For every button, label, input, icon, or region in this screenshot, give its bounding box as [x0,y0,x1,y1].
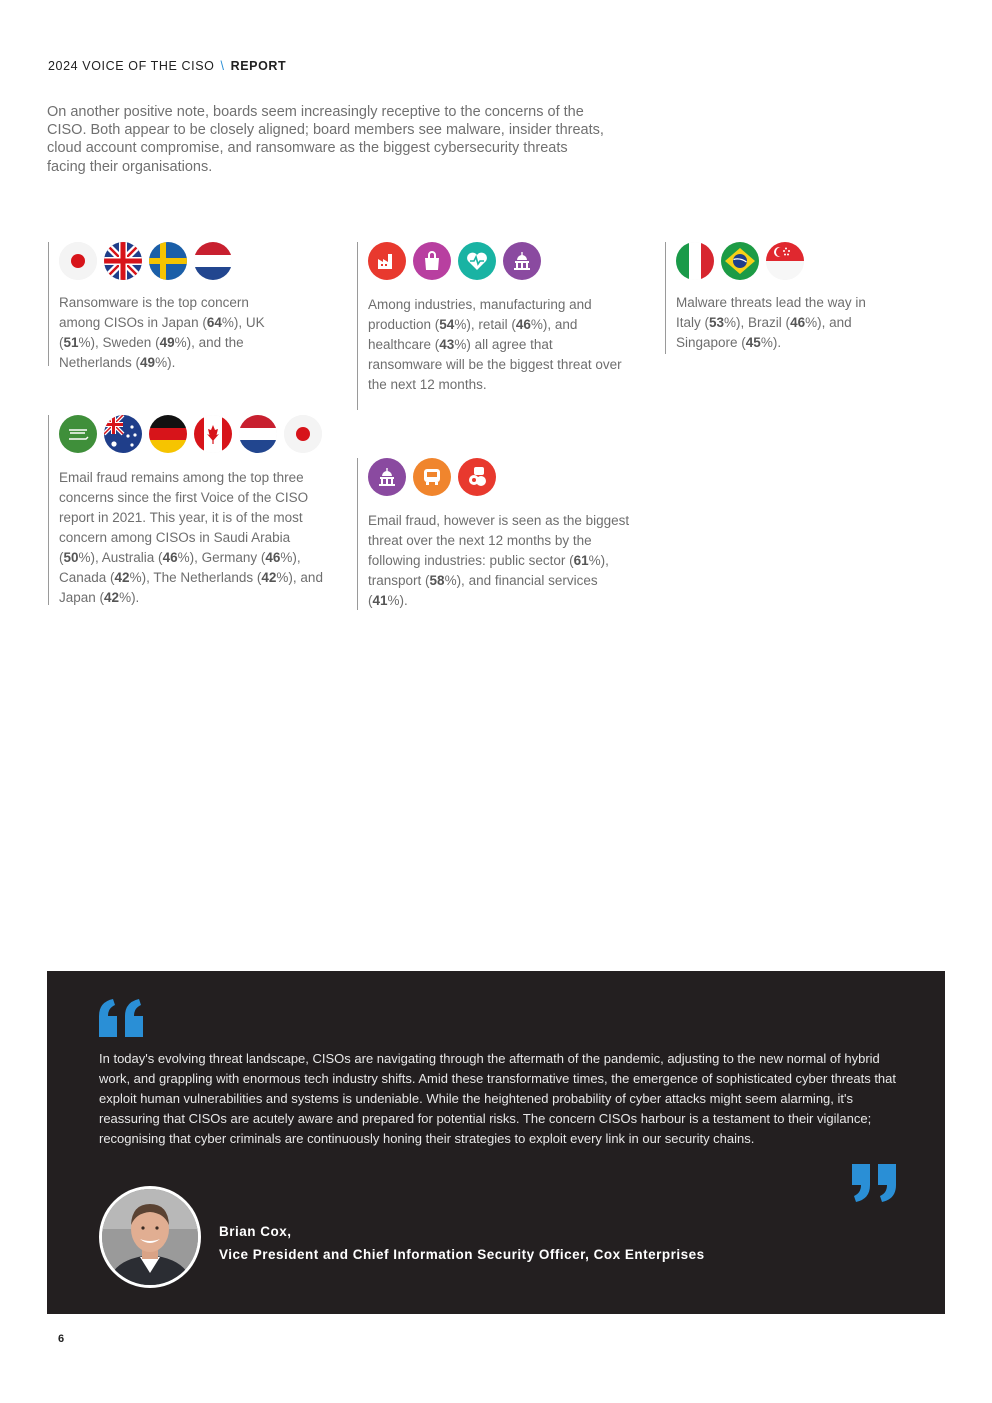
factory-icon [368,242,406,280]
portrait-photo [102,1189,198,1285]
stat-text-email-countries: Email fraud remains among the top three concerns since the first Voice of the CISO report in 2021. This year, it is of the most concern among CISOs in Saudi Arabia (50%), Australia (46%), Germany (46%), Canada (42%), The Netherlands (42%), and Japan (42%). [59,470,323,605]
close-quote-icon [852,1164,900,1207]
brazil-flag-icon [721,242,759,280]
transport-icon [413,458,451,496]
stat-block-email-industries [357,458,630,610]
japan-flag-icon [284,415,322,453]
flag-row [59,415,324,453]
shopping-bag-icon [413,242,451,280]
uk-flag-icon [104,242,142,280]
stat-block-email-countries [48,415,324,605]
australia-flag-icon [104,415,142,453]
japan-flag-icon [59,242,97,280]
netherlands-flag-icon [239,415,277,453]
industry-icon-row [368,458,630,496]
italy-flag-icon [676,242,714,280]
intro-paragraph: On another positive note, boards seem increasingly receptive to the concerns of the CISO. Both appear to be closely aligned; board members see malware, insider threats, cloud account compromise, and ransomware as the biggest cybersecurity threats facing their organisations. [47,104,604,175]
stat-text-ransomware-industries: Among industries, manufacturing and production (54%), retail (46%), and healthcare (43%) all agree that ransomware will be the biggest threat over the next 12 months. [368,297,622,392]
healthcare-icon [458,242,496,280]
header-separator: \ [220,59,225,73]
open-quote-icon [99,999,147,1042]
stat-text-malware-countries: Malware threats lead the way in Italy (53%), Brazil (46%), and Singapore (45%). [676,295,866,350]
stat-block-malware-countries [665,242,886,354]
page-number: 6 [58,1333,65,1345]
stat-block-ransomware-industries [357,242,623,410]
stat-text-email-industries: Email fraud, however is seen as the biggest threat over the next 12 months by the following industries: public sector (61%), transport (58%), and financial services (41%). [368,513,630,608]
saudi-arabia-flag-icon [59,415,97,453]
public-sector-icon [368,458,406,496]
stat-block-ransomware-countries [48,242,289,370]
government-building-icon [503,242,541,280]
author-name: Brian Cox, [219,1224,292,1239]
section-label: REPORT [230,59,287,73]
report-title: 2024 VOICE OF THE CISO [48,59,215,73]
flag-row [59,242,289,280]
netherlands-flag-icon [194,242,232,280]
avatar [99,1186,201,1288]
canada-flag-icon [194,415,232,453]
author-title: Vice President and Chief Information Security Officer, Cox Enterprises [219,1247,705,1262]
stat-text-ransomware-countries: Ransomware is the top concern among CISOs in Japan (64%), UK (51%), Sweden (49%), and the Netherlands (49%). [59,295,265,370]
report-header [48,59,286,73]
quote-text: In today's evolving threat landscape, CISOs are navigating through the aftermath of the pandemic, adjusting to the new normal of hybrid work, and grappling with enormous tech industry shifts. Amid these transformative times, the emergence of sophisticated cyber threats that exploit human vulnerabilities and systems is undeniable. While the heightened probability of cyber attacks might seem alarming, it's reassuring that CISOs are acutely aware and prepared for potential risks. The concern CISOs harbour is a testament to their vigilance; recognising that cyber criminals are continuously honing their strategies to exploit every link in our security chains. [99,1051,896,1146]
flag-row [676,242,886,280]
financial-services-icon [458,458,496,496]
singapore-flag-icon [766,242,804,280]
author-credit [219,1220,705,1266]
testimonial-quote-box [47,971,945,1314]
germany-flag-icon [149,415,187,453]
industry-icon-row [368,242,623,280]
sweden-flag-icon [149,242,187,280]
